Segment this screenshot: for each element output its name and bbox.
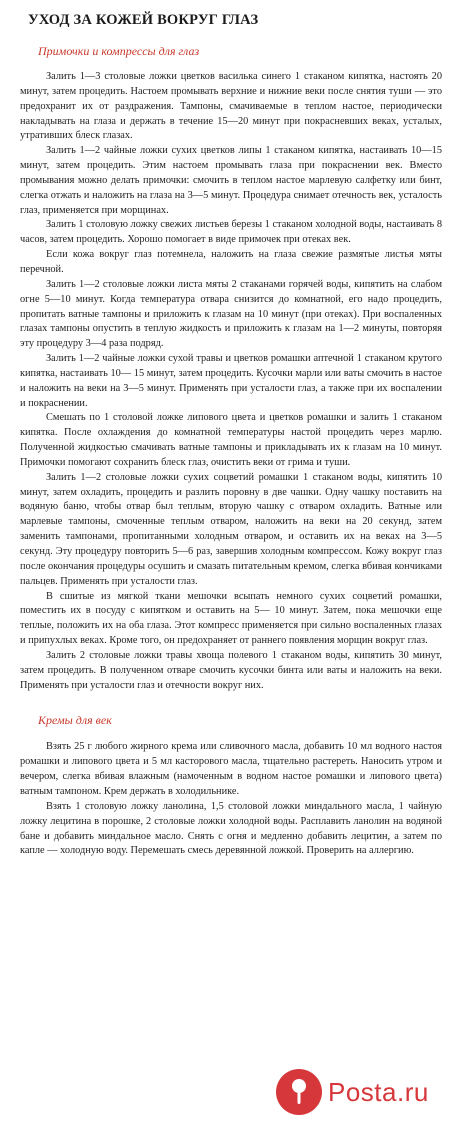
paragraph: Залить 2 столовые ложки травы хвоща полевого 1 стаканом воды, кипятить 30 минут, затем процедить. В полученном отваре смочить кусочки бинта или ваты и наложить на веки. Применять при усталости глаз и отечности вокруг них.: [20, 649, 442, 691]
article: [20, 0, 442, 859]
section-compresses: [20, 44, 442, 693]
section-heading: Кремы для век: [38, 713, 112, 728]
paragraph: Залить 1—2 столовые ложки листа мяты 2 стаканами горячей воды, кипятить на слабом огне 5—10 минут. Когда температура отвара снизится до комнатной, его надо процедить, пропитать ватные тампоны и приложить к глазам на 10 минут (при отеках). При воспаленных глазах тампоны опустить в теплую жидкость и приложить к глазам на 1—2 минуты, повторяя эту процедуру 3—4 раза подряд.: [20, 278, 442, 350]
paragraph: Взять 1 столовую ложку ланолина, 1,5 столовой ложки миндального масла, 1 чайную ложку лецитина в порошке, 2 столовые ложки холодной воды. Расплавить ланолин на водяной бане и добавить миндальное масло. Снять с огня и медленно добавить лецитин, а затем по капле — холодную воду. Перемешать смесь деревянной ложкой. Проверить на аллергию.: [20, 800, 442, 857]
watermark: [276, 1069, 454, 1115]
page-title: УХОД ЗА КОЖЕЙ ВОКРУГ ГЛАЗ: [28, 12, 259, 28]
paragraph: Смешать по 1 столовой ложке липового цвета и цветков ромашки и залить 1 стаканом кипятка. После охлаждения до комнатной температуры настой процедить через марлю. Полученной жидкостью смачивать ватные тампоны и прикладывать их к глазам на 10 минут. Примочки помогают сохранить блеск глаз, очистить веки от грима и туши.: [20, 412, 442, 468]
watermark-text: Posta.ru: [328, 1076, 429, 1107]
paragraph: Залить 1—3 столовые ложки цветков василька синего 1 стаканом кипятка, настоять 20 минут, затем процедить. Настоем промывать верхние и нижние веки после снятия туши — это предохранит их от раздражения. Тампоны, смачиваемые в теплом настое, периодически накладывать на глаза и держать в течение 15—20 минут при покрасневших веках, усталых, утративших блеск глазах.: [20, 71, 442, 142]
paragraph: Залить 1—2 чайные ложки сухой травы и цветков ромашки аптечной 1 стаканом крутого кипятка, настаивать 10— 15 минут, затем процедить. Кусочки марли или ваты смочить в настое и наложить на веки на 3—5 минут. Применять при усталости глаз, а также при их воспалении и покраснении.: [20, 353, 442, 409]
paragraph: Залить 1—2 столовые ложки сухих соцветий ромашки 1 стаканом воды, кипятить 10 минут, затем охладить, процедить и разлить поровну в две чашки. Одну чашку поставить на водяную баню, чтобы отвар был теплым, вторую чашку с отваром охладить. Ватные или марлевые тампоны, смоченные теплым отваром, наложить на веки на 20 секунд, затем заменить тампонами, пропитанными холодным отваром, и оставить их на веках на 3—5 секунд. Эту процедуру повторить 5—6 раз, завершив холодным компрессом. Кожу вокруг глаз после окончания процедуры осушить и смазать питательным кремом, слегка вбивая кончиками пальцев. Применять при усталости глаз.: [20, 471, 442, 587]
paragraph: Залить 1 столовую ложку свежих листьев березы 1 стаканом холодной воды, настаивать 8 часов, затем процедить. Хорошо помогает в виде примочек при отеках век.: [20, 219, 442, 246]
paragraph: В сшитые из мягкой ткани мешочки всыпать немного сухих соцветий ромашки, поместить их в посуду с кипятком и оставить на 5— 10 минут. Затем, пока мешочки еще теплые, положить их на оба глаза. Этот компресс применяется при сильно воспаленных глазах и припухлых веках. Кроме того, он предохраняет от раннего появления морщин вокруг глаз.: [20, 590, 442, 647]
paragraph: Если кожа вокруг глаз потемнела, наложить на глаза свежие размятые листья мяты перечной.: [20, 249, 442, 275]
section-heading: Примочки и компрессы для глаз: [38, 44, 200, 58]
section-creams: [20, 713, 442, 859]
paragraph: Взять 25 г любого жирного крема или сливочного масла, добавить 10 мл водного настоя ромашки и липового цвета и 5 мл касторового масла, тщательно растереть. Наносить утром и вечером, слегка вбивая влажным (намоченным в водном настое ромашки и липового цвета) ватным тампоном. Крем держать в холодильнике.: [20, 741, 442, 797]
paragraph: Залить 1—2 чайные ложки сухих цветков липы 1 стаканом кипятка, настаивать 10—15 минут, затем процедить. Этим настоем промывать глаза при покраснении век. Вместо промывания можно делать примочки: смочить в теплом настое марлевую салфетку или бинт, слегка отжать и наложить на глаза на 3—5 минут. Процедура снимает отечность век, усталость глаз, применяется при морщинах.: [20, 145, 442, 216]
pushpin-icon: [276, 1069, 322, 1115]
